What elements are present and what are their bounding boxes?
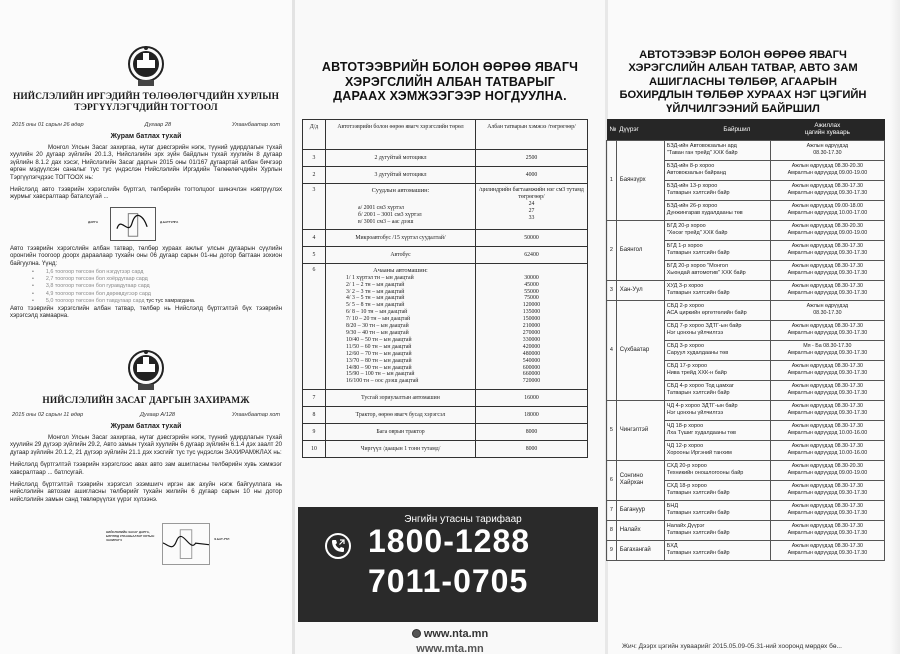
table-row: 7 Тусгай зориулалтын автомашин 16000: [303, 390, 588, 407]
district-number: 7: [607, 500, 617, 520]
working-hours: Ажлын өдрүүдэд 08.30-17.30 Амралтын өдрүүдэд 09.30-17.30: [770, 280, 884, 300]
location-address: БГД 1-р хороо Татварын хэлтсийн байр: [664, 240, 770, 260]
truck-tax-value: 55000: [524, 288, 539, 295]
truck-tax-value: 540000: [522, 357, 541, 364]
location-address: БЗД-ийн 26-р хороо Дүнжингарав худалдааны төв: [664, 200, 770, 220]
decree2-signature: [10, 523, 282, 565]
signature-title: НИЙСЛЭЛИЙН ЗАСАГ ДАРГА, БӨГӨӨД УЛААНБААТАР ХОТЫН ЗАХИРАГЧ: [106, 530, 155, 542]
truck-tax-value: 135000: [522, 309, 541, 316]
district-number: 9: [607, 540, 617, 560]
working-hours: Ажлын өдрүүдэд 08.30-20.30 Амралтын өдрүүдэд 09.00-19.00: [770, 220, 884, 240]
truck-tax-value: 720000: [522, 378, 541, 385]
sub-item-list: а/ 2001 см3 хүртэл б/ 2001 – 3001 см3 хүртэл в/ 3001 см3 – аас дээш: [358, 205, 422, 225]
truck-tax-value: 270000: [522, 329, 541, 336]
decree2-subject: Журам батлах тухай: [110, 422, 182, 430]
table-row: 4 Микроавтобус /15 хүртэл суудалтай/ 50000: [303, 229, 588, 246]
decree2-number: Дугаар А/128: [140, 411, 176, 418]
working-hours: Ажлын өдрүүдэд 08.30-17.30 Амралтын өдрүүдэд 09.30-17.30: [770, 360, 884, 380]
table-row: [607, 300, 885, 320]
hotline-number[interactable]: 1800-1288: [368, 523, 531, 559]
middle-panel-tax-rates: [295, 0, 605, 654]
bullet-item: • 4,9 тоогоор төгссөн бол дөрөвдүгээр сард: [48, 291, 282, 298]
truck-tax-value: 480000: [522, 350, 541, 357]
stamp-icon: [110, 207, 156, 241]
decree2-meta: [10, 412, 282, 418]
truck-tax-value: 660000: [522, 371, 541, 378]
working-hours: Ажлын өдрүүдэд 08.30-17.30 Амралтын өдрүүдэд 09.30-17.30: [770, 240, 884, 260]
phone-icon: [325, 533, 351, 559]
truck-capacity-label: 16/100 тн – оос дээш даацтай: [346, 378, 419, 385]
truck-capacity-label: 2/ 1 – 2 тн – ын даацтай: [346, 281, 405, 288]
table-row: [607, 460, 885, 480]
signature-title: ДАРГА: [88, 219, 98, 224]
signature-name: Э.БАТ-ҮҮЛ: [214, 537, 230, 542]
truck-tax-value: 30000: [524, 274, 539, 281]
working-hours: Ажлын өдрүүдэд 08.30-17.30 Амралтын өдрүүдэд 09.30-17.30: [770, 520, 884, 540]
truck-capacity-label: 13/70 – 80 тн – ын даацтай: [346, 357, 412, 364]
column-header: Байршил: [664, 119, 770, 140]
truck-capacity-label: 7/ 10 – 20 тн – ын даацтай: [346, 316, 411, 323]
truck-tax-value: 420000: [522, 343, 541, 350]
table-row: [607, 280, 885, 300]
column-header: Д/д: [303, 120, 326, 150]
right-panel-locations: [608, 0, 900, 654]
decree2-para: Нийслэлд бүртгэлтэй тээврийн хэрэгсэл эзэмшигч иргэн аж ахуйн нэгж байгууллага нь нийслэлийн автозам ашигласны төлбөрийг тухайн жилийн 6 дугаар сарын 10 ны дотор нийслэлийн замын санд төвлөрүүлэх үүрэг хүлээнэ.: [10, 480, 282, 503]
table-row: 3 2 дугуйтай мотоцикл 2500: [303, 150, 588, 167]
decree2-title: НИЙСЛЭЛИЙН ЗАСАГ ДАРГЫН ЗАХИРАМЖ: [42, 395, 250, 406]
table-row: 6 Ачааны автомашин: 1/ 1 хүртэл тн – ын даацтай 2/ 1 – 2 тн – ын даацтай 3/ 2 – 3 тн – ын даацтай 4/ 3 – 5 тн – ын даацтай 5/ 5 – 8 тн – ын даацтай 6/ 8 – 10 тн – ын даацтай 7/ 10 – 20 тн – ын даацтай 8/20 – 30 тн – ын даацтай 9/30 – 40 тн – ын даацтай 10/40 – 50 тн – ын даацтай 11/50 – 60 тн – ын даацтай 12/60 – 70 тн – ын даацтай 13/70 – 80 тн – ын даацтай 14/80 – 90 тн – ын даацтай 15/90 – 100 тн – ын даацтай 16/100 тн – оос дээш даацтай 30000 45000 55000 75000 120000 135000 150000 210000 270000 330000 420000 480000 540000 600000 660000 720000: [303, 263, 588, 390]
location-address: БГД 20-р хороо "Монгол Хьюндай автомотив" ХХК байр: [664, 260, 770, 280]
table-row: 3 Суудлын автомашин: а/ 2001 см3 хүртэл б/ 2001 – 3001 см3 хүртэл в/ 3001 см3 – аас дээш /цилиндрийн багтаамжийн нэг см3 тутамд төгрөгөөр/ 24 27 33: [303, 184, 588, 230]
column-header: Дүүрэг: [616, 119, 664, 140]
working-hours: Ажлын өдрүүдэд 08.30-17.30 Амралтын өдрүүдэд 09.30-17.30: [770, 540, 884, 560]
location-address: СБД 7-р хороо ЗДТГ-ын байр Нэг цонхны үйлчилгээ: [664, 320, 770, 340]
location-address: СБД 4-р хороо Тод цамхаг Татварын хэлтсийн байр: [664, 380, 770, 400]
truck-tax-value: 120000: [522, 302, 541, 309]
district-name: Сонгино Хайрхан: [616, 460, 664, 500]
decree1-number: Дугаар 28: [144, 122, 172, 128]
decree1-subject: Журам батлах тухай: [110, 133, 182, 140]
decree1-para: Авто тээврийн хэрэгслийн албан татвар, төлбөр хураах ажлыг улсын дугаарын сүүлийн оронгийн тоогоор доорх дараалаар тухайн оны 06 дугаар сарын 01-ны дотор багтаан зохион байгуулна. Үүнд:: [10, 244, 282, 267]
location-address: ЧД 4-р хороо ЗДТГ-ын байр Нэг цонхны үйлчилгээ: [664, 400, 770, 420]
location-address: БГД 20-р хороо "Хөсөг трейд" ХХК байр: [664, 220, 770, 240]
table-header-row: [303, 120, 588, 150]
column-header: Ажиллах цагийн хуваарь: [770, 119, 884, 140]
truck-capacity-label: 5/ 5 – 8 тн – ын даацтай: [346, 302, 405, 309]
decree2-date: 2015 оны 02 сарын 11 өдөр: [12, 411, 84, 418]
working-hours: Ажлын өдрүүдэд 08.30-17.30 Амралтын өдрүүдэд 09.30-17.30: [770, 320, 884, 340]
district-name: Чингэлтэй: [616, 400, 664, 460]
decree1-para: Авто тээврийн хэрэгслийн албан татвар, төлбөр нь Нийслэлд бүртгэлтэй бүх тээврийн хэрэгсэлд хамаарна.: [10, 305, 282, 320]
bullet-item: • 1,6 тоогоор төгссөн бол нэгдүгээр сард: [48, 269, 282, 276]
working-hours: Ажлын өдрүүдэд 08.30-20.30 Амралтын өдрүүдэд 09.00-19.00: [770, 160, 884, 180]
truck-capacity-label: 12/60 – 70 тн – ын даацтай: [346, 350, 412, 357]
decree1-signature: [10, 205, 282, 241]
truck-capacity-label: 10/40 – 50 тн – ын даацтай: [346, 336, 412, 343]
location-address: СБД 2-р хороо АСА циркийн өргөтгөлийн байр: [664, 300, 770, 320]
column-header: Албан татварын хэмжээ /төгрөгөөр/: [476, 120, 588, 150]
district-number: 5: [607, 400, 617, 460]
table-row: [607, 500, 885, 520]
district-name: Баянзүрх: [616, 140, 664, 220]
truck-tax-value: 210000: [522, 323, 541, 330]
truck-capacity-label: 9/30 – 40 тн – ын даацтай: [346, 329, 409, 336]
district-number: 4: [607, 300, 617, 400]
location-address: СБД 3-р хороо Саруул худалдааны төв: [664, 340, 770, 360]
district-number: 8: [607, 520, 617, 540]
truck-capacity-label: 15/90 – 100 тн – ын даацтай: [346, 371, 415, 378]
district-name: Налайх: [616, 520, 664, 540]
location-address: ЧД 18-р хороо Лха Түшиг худалдааны төв: [664, 420, 770, 440]
service-locations-table: [606, 119, 885, 561]
location-address: СБД 17-р хороо Нива трейд ХХК-н байр: [664, 360, 770, 380]
column-header: Автотээврийн болон өөрөө явагч хэрэгслийн төрөл: [326, 120, 476, 150]
working-hours: Ажлын өдрүүдэд 08.30-17.30 Амралтын өдрүүдэд 09.30-17.30: [770, 380, 884, 400]
district-name: Багахангай: [616, 540, 664, 560]
tax-rates-table: [302, 119, 588, 458]
working-hours: Ажлын өдрүүдэд 08.30-17.30: [770, 140, 884, 160]
working-hours: Ажлын өдрүүдэд 08.30-17.30 Амралтын өдрүүдэд 09.30-17.30: [770, 400, 884, 420]
decree1-bullet-list: [45, 269, 282, 305]
truck-tax-value: 75000: [524, 295, 539, 302]
decree2-para: Нийслэлд бүртгэлтэй тээврийн хэрэгслээс авах авто зам ашигласны төлбөрийн хувь хэмжээг хавсралтаар ... батлсугай.: [10, 461, 282, 476]
working-hours: Ажлын өдрүүдэд 08.30-17.30 Амралтын өдрүүдэд 09.30-17.30: [770, 260, 884, 280]
location-address: БЗД-ийн 13-р хороо Татварын хэлтсийн байр: [664, 180, 770, 200]
tax-rates-title: АВТОТЭЭВРИЙН БОЛОН ӨӨРӨӨ ЯВАГЧ ХЭРЭГСЛИЙН АЛБАН ТАТВАРЫГ ДАРААХ ХЭМЖЭЭГЭЭР НОГДУУЛНА.: [321, 60, 579, 103]
district-name: Багануур: [616, 500, 664, 520]
truck-capacity-label: 11/50 – 60 тн – ын даацтай: [346, 343, 412, 350]
district-number: 1: [607, 140, 617, 220]
table-row: 2 3 дугуйтай мотоцикл 4000: [303, 167, 588, 184]
bullet-item: • 2,7 тоогоор төгссөн бол хоёрдугаар сард: [48, 276, 282, 283]
decree1-date: 2015 оны 01 сарын 26 өдөр: [12, 122, 84, 128]
decree1-title: НИЙСЛЭЛИЙН ИРГЭДИЙН ТӨЛӨӨЛӨГЧДИЙН ХУРЛЫН ТЭРГҮҮЛЭГЧДИЙН ТОГТООЛ: [13, 92, 279, 113]
table-row: 5 Автобус 62400: [303, 246, 588, 263]
working-hours: Ажлын өдрүүдэд 08.30-17.30: [770, 300, 884, 320]
locations-title: АВТОТЭЭВЭР БОЛОН ӨӨРӨӨ ЯВАГЧ ХЭРЭГСЛИЙН АЛБАН ТАТВАР, АВТО ЗАМ АШИГЛАСНЫ ТӨЛБӨР, АГААРЫН БОХИРДЛЫН ТӨЛБӨР ХУРААХ НЭГ ЦЭГИЙН ҮЙЛЧИЛГЭЭНИЙ БАЙРШИЛ: [619, 49, 867, 115]
truck-tax-value: 150000: [522, 316, 541, 323]
table-row: 10 Чиргүүл /даацын 1 тонн тутамд/ 8000: [303, 441, 588, 458]
decree2-para: Монгол Улсын Засаг захиргаа, нутаг дэвсгэрийн нэгж, түүний удирдлагын тухай хуулийн 29 дүгээр зүйлийн 29.2, Авто замын тухай хуулийн 6 дугаар зүйлийн 6.1.4 дэх заалт 20 дугаар зүйлийн 20.1.2, 21 дүгээр зүйлийн 21.1 дэх хэсгийг тус тус үндэслэн ЗАХИРАМЖЛАХ нь:: [10, 433, 282, 456]
state-emblem-icon: [126, 348, 166, 392]
website-link-echo: www.mta.mn: [416, 643, 484, 654]
hotline-banner: [298, 507, 598, 622]
decree1-place: Улаанбаатар хот: [231, 122, 280, 128]
location-address: БНД Татварын хэлтсийн байр: [664, 500, 770, 520]
sub-item-list: [328, 275, 473, 386]
truck-capacity-label: 6/ 8 – 10 тн – ын даацтай: [346, 309, 408, 316]
truck-capacity-label: 14/80 – 90 тн – ын даацтай: [346, 364, 412, 371]
truck-tax-value: 330000: [522, 336, 541, 343]
left-panel-decrees: [0, 0, 292, 654]
location-address: ХУД 3-р хороо Татварын хэлтсийн байр: [664, 280, 770, 300]
working-hours: Ажлын өдрүүдэд 08.30-17.30 Амралтын өдрүүдэд 09.30-17.30: [770, 480, 884, 500]
hotline-number[interactable]: 7011-0705: [368, 563, 529, 599]
footnote: Жич: Дээрх цэгийн хуваарийг 2015.05.09-05.31-ний хооронд мөрдөх бө...: [622, 643, 842, 650]
table-row: [607, 540, 885, 560]
district-number: 6: [607, 460, 617, 500]
location-address: СХД 20-р хороо Техникийн оношлогооны байр: [664, 460, 770, 480]
truck-capacity-label: 8/20 – 30 тн – ын даацтай: [346, 323, 409, 330]
district-name: Баянгол: [616, 220, 664, 280]
location-address: БЗД-ийн 8-р хороо Автовокзалын байранд: [664, 160, 770, 180]
table-row: 9 Бага оврын трактор 8000: [303, 424, 588, 441]
location-address: СХД 18-р хороо Татварын хэлтсийн байр: [664, 480, 770, 500]
website-link[interactable]: www.nta.mn: [295, 628, 605, 640]
working-hours: Ажлын өдрүүдэд 08.30-17.30 Амралтын өдрүүдэд 09.30-17.30: [770, 500, 884, 520]
decree1-para: Монгол Улсын Засаг захиргаа, нутаг дэвсгэрийн нэгж, түүний удирдлагын тухай хуулийн 20 дугаар зүйлийн 20.1.3, Нийслэлийн эрх зүйн байдлын тухай хуулийн 8 дугаар зүйлийн 8.1.2 дах хэсэг, Нийслэлийн Засаг даргын 2015 оны 01/167 дугаартай албан бичгээр өргөн мэдүүлсэн саналыг тус тус үндэслэн Нийслэлийн Иргэдийн Төлөөлөгчдийн Хурлын Тэргүүлэгчдээс ТОГТООХ нь:: [10, 144, 282, 181]
working-hours: Ажлын өдрүүдэд 08.30-20.30 Амралтын өдрүүдэд 09.00-19.00: [770, 460, 884, 480]
table-row: [607, 400, 885, 420]
truck-tax-value: 45000: [524, 281, 539, 288]
district-number: 3: [607, 280, 617, 300]
signature-name: Д.БАТТУЛГА: [160, 219, 179, 224]
truck-capacity-label: 1/ 1 хүртэл тн – ын даацтай: [346, 274, 414, 281]
decree1-meta: [10, 122, 282, 128]
truck-capacity-label: 4/ 3 – 5 тн – ын даацтай: [346, 295, 405, 302]
district-name: Хан-Уул: [616, 280, 664, 300]
truck-capacity-label: 3/ 2 – 3 тн – ын даацтай: [346, 288, 405, 295]
table-row: 8 Трактор, өөрөө явагч бусад хэрэгсэл 18000: [303, 407, 588, 424]
working-hours: Ажлын өдрүүдэд 09.00-18.00 Амралтын өдрүүдэд 10.00-17.00: [770, 200, 884, 220]
location-address: ЧД 12-р хороо Хорооны Иргэний танхим: [664, 440, 770, 460]
page-edge-shadow: [890, 0, 900, 654]
decree1-para: Нийслэлд авто тээврийн хэрэгслийн бүртгэл, төлбөрийн тогтолцоог шинэчлэн нэвтрүүлэх журмыг хавсралтаар баталсугай ...: [10, 186, 282, 201]
state-emblem-icon: [126, 44, 166, 88]
stamp-icon: [162, 523, 210, 565]
table-row: [607, 220, 885, 240]
district-name: Сүхбаатар: [616, 300, 664, 400]
decree2-place: Улаанбаатар хот: [231, 411, 280, 418]
truck-tax-value: 600000: [522, 364, 541, 371]
table-row: [607, 140, 885, 160]
column-header: №: [607, 119, 617, 140]
table-header-row: [607, 119, 885, 140]
working-hours: Ажлын өдрүүдэд 08.30-17.30 Амралтын өдрүүдэд 10.00-16.00: [770, 420, 884, 440]
working-hours: Ажлын өдрүүдэд 08.30-17.30 Амралтын өдрүүдэд 09.30-17.30: [770, 180, 884, 200]
location-address: Налайх Дүүрэг Татварын хэлтсийн байр: [664, 520, 770, 540]
location-address: БЗД-ийн Автовокзалын ард "Таван ган трейд" ХХК байр: [664, 140, 770, 160]
globe-icon: [412, 629, 421, 638]
table-row: [607, 520, 885, 540]
bullet-item: • 3,8 тоогоор төгссөн бол гуравдугаар сард: [48, 283, 282, 290]
hotline-caption: Энгийн утасны тарифаар: [404, 514, 522, 525]
bullet-item: • 5,0 тоогоор төгссөн бол тавдугаар сард тус тус хамрагдана.: [48, 298, 282, 305]
working-hours: Мя - Ба 08.30-17.30 Амралтын өдрүүдэд 09.30-17.30: [770, 340, 884, 360]
working-hours: Ажлын өдрүүдэд 08.30-17.30 Амралтын өдрүүдэд 10.00-16.00: [770, 440, 884, 460]
location-address: БХД Татварын хэлтсийн байр: [664, 540, 770, 560]
district-number: 2: [607, 220, 617, 280]
